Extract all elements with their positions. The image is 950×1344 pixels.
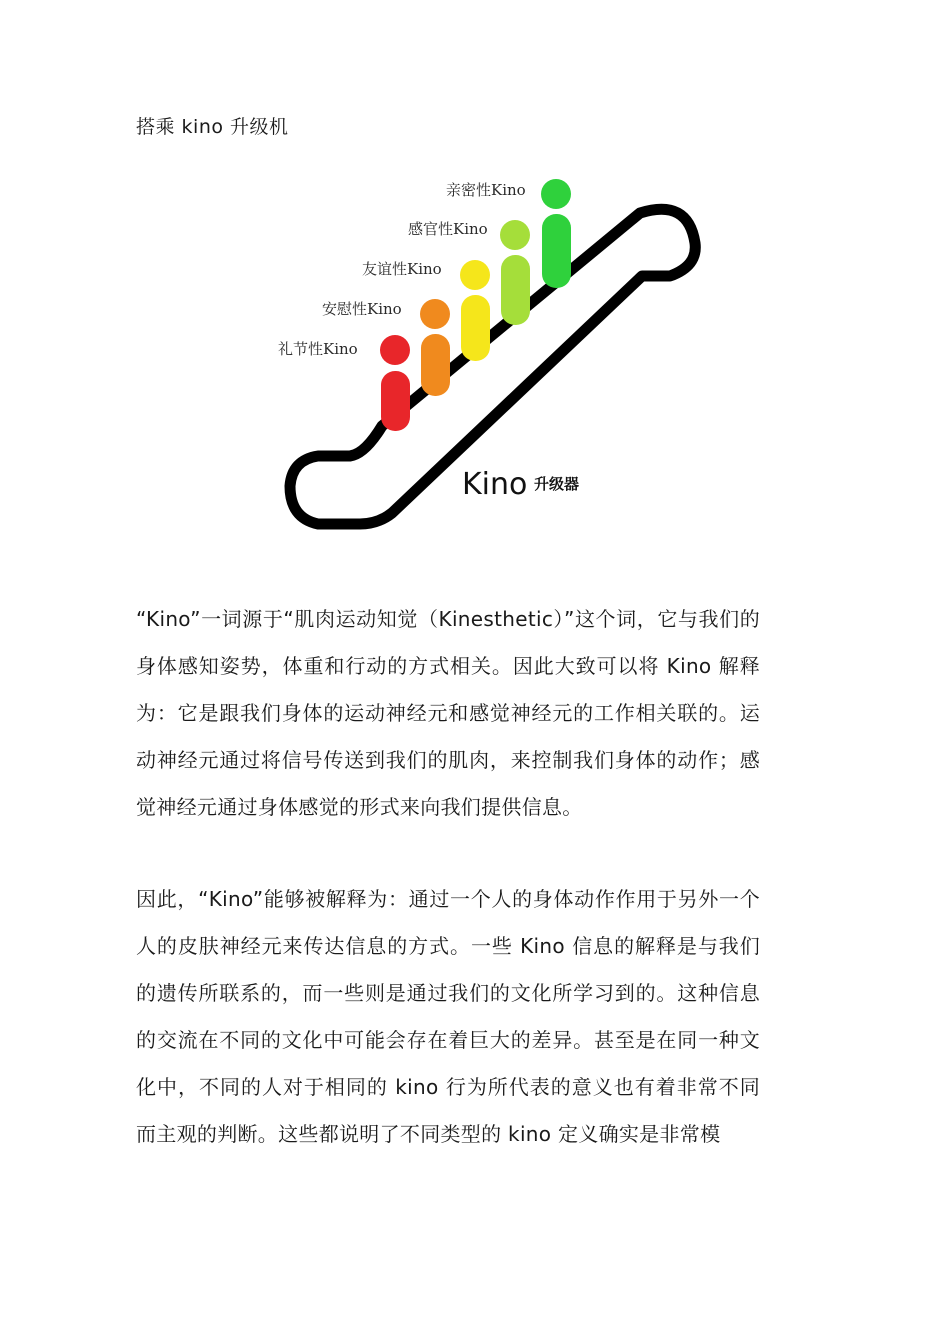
level-label-3: 友谊性Kino	[362, 260, 442, 278]
level-label-2: 安慰性Kino	[322, 300, 402, 318]
person-level-1	[380, 335, 410, 431]
person-body	[501, 255, 530, 325]
paragraph-kino-interpretation: 因此，“Kino”能够被解释为：通过一个人的身体动作作用于另外一个人的皮肤神经元来传达信息的方式。一些 Kino 信息的解释是与我们的遗传所联系的，而一些则是通过我们的文化所学习到的。这种信息的交流在不同的文化中可能会存在着巨大的差异。甚至是在同一种文化中，不同的人对于相同的 kino 行为所代表的意义也有着非常不同而主观的判断。这些都说明了不同类型的 kino 定义确实是非常模	[136, 887, 760, 1146]
person-level-4	[500, 220, 530, 325]
person-body	[542, 214, 571, 288]
person-head	[420, 299, 450, 329]
person-body	[461, 295, 490, 361]
kino-escalator-figure	[270, 168, 710, 540]
person-head	[541, 179, 571, 209]
person-body	[421, 334, 450, 396]
person-head	[500, 220, 530, 250]
level-label-1: 礼节性Kino	[278, 340, 358, 358]
page-title: 搭乘 kino 升级机	[136, 116, 289, 138]
person-level-3	[460, 260, 490, 361]
level-label-5: 亲密性Kino	[446, 181, 526, 199]
escalator-diagram	[270, 168, 710, 540]
level-label-4: 感官性Kino	[408, 220, 488, 238]
brand-main: Kino	[462, 467, 528, 502]
person-body	[381, 371, 410, 431]
brand-sub: 升级器	[534, 475, 580, 493]
person-head	[380, 335, 410, 365]
paragraph-kino-origin: “Kino”一词源于“肌肉运动知觉（Kinesthetic）”这个词，它与我们的身体感知姿势，体重和行动的方式相关。因此大致可以将 Kino 解释为：它是跟我们身体的运动神经元和感觉神经元的工作相关联的。运动神经元通过将信号传送到我们的肌肉，来控制我们身体的动作；感觉神经元通过身体感觉的形式来向我们提供信息。	[136, 607, 760, 819]
person-head	[460, 260, 490, 290]
person-level-5	[541, 179, 571, 288]
person-level-2	[420, 299, 450, 396]
